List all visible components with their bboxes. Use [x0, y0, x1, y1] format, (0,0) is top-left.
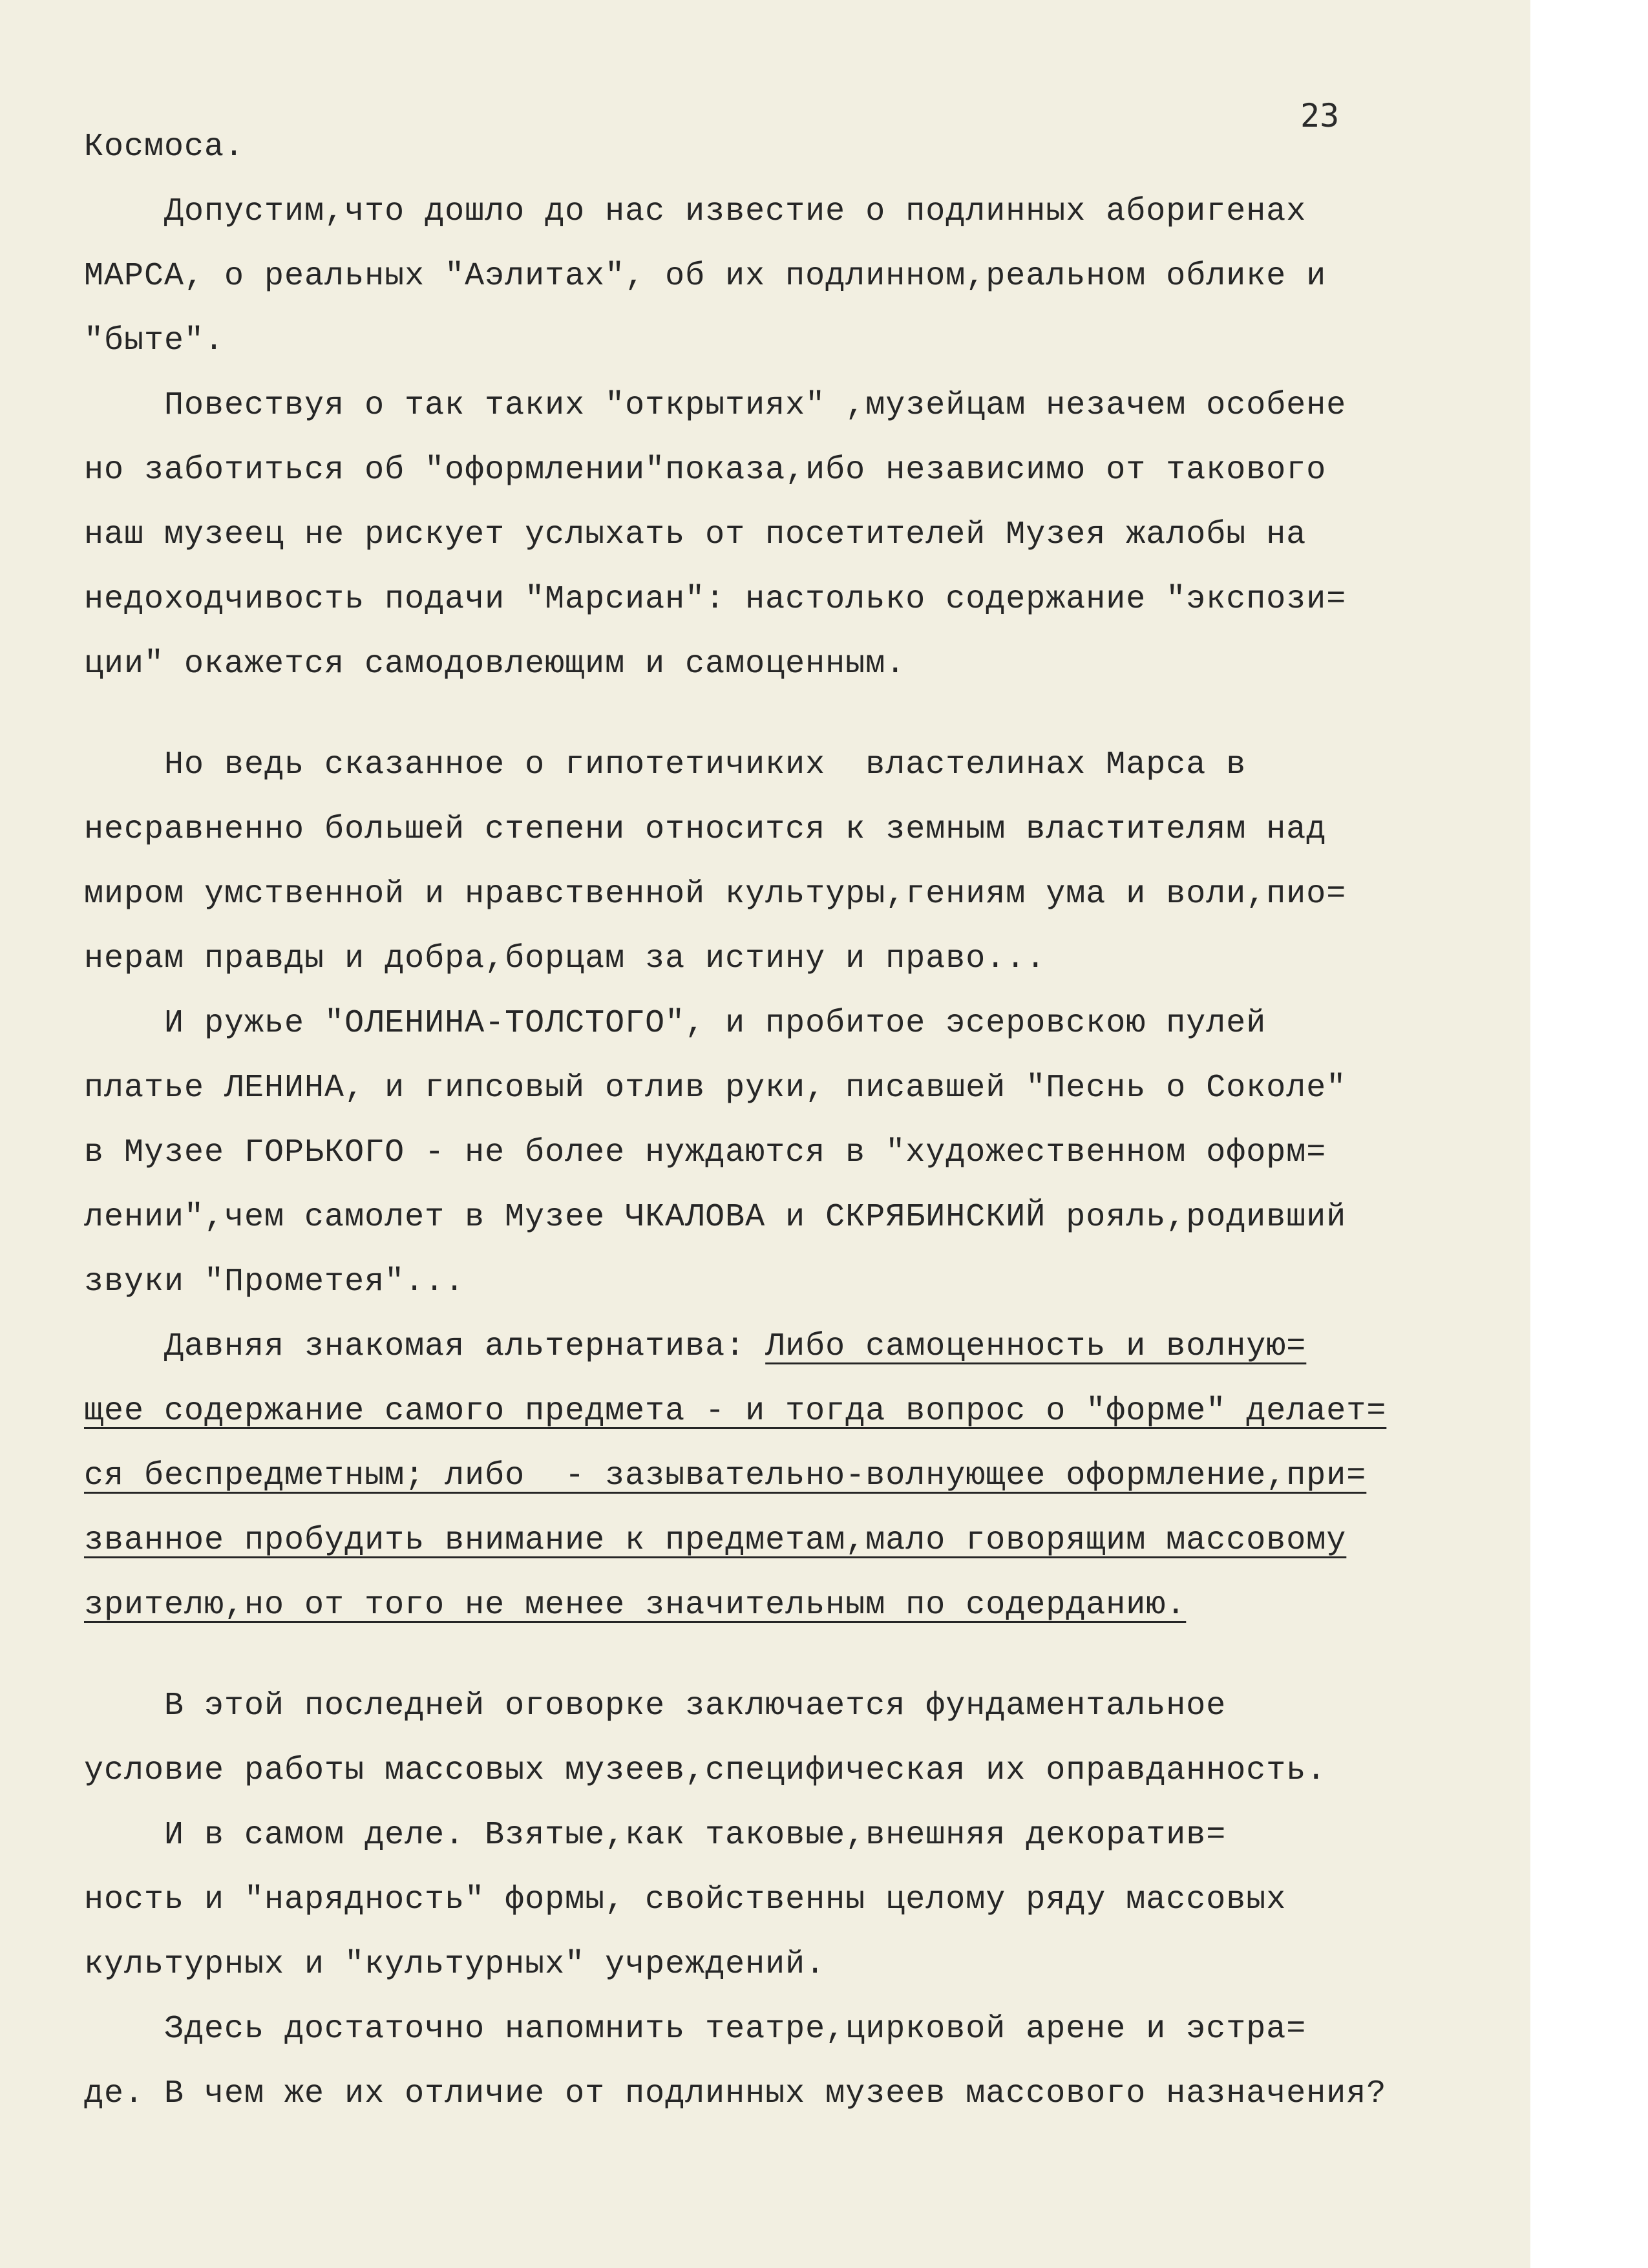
- line-text: в Музее ГОРЬКОГО - не более нуждаются в "художественном оформ=: [84, 1134, 1327, 1171]
- text-line: [84, 1185, 1454, 1250]
- text-line: [84, 1674, 1454, 1739]
- line-text: ность и "нарядность" формы, свойственны целому ряду массовых: [84, 1881, 1287, 1918]
- line-text: несравненно большей степени относится к земным властителям над: [84, 811, 1327, 848]
- scanner-bed-edge: [1530, 0, 1648, 2268]
- text-line: [84, 567, 1454, 632]
- paragraph-gap: [84, 1638, 1454, 1674]
- line-text: Допустим,что дошло до нас известие о подлинных аборигенах: [84, 193, 1307, 230]
- text-line: [84, 862, 1454, 927]
- line-text: платье ЛЕНИНА, и гипсовый отлив руки, писавшей "Песнь о Соколе": [84, 1070, 1347, 1107]
- line-text: И в самом деле. Взятые,как таковые,внешняя декоратив=: [84, 1817, 1227, 1854]
- paragraph-gap: [84, 697, 1454, 733]
- line-text: культурных и "культурных" учреждений.: [84, 1946, 826, 1983]
- line-text: И ружье "ОЛЕНИНА-ТОЛСТОГО", и пробитое эсеровскою пулей: [84, 1005, 1267, 1042]
- line-text: миром умственной и нравственной культуры,гениям ума и воли,пио=: [84, 876, 1347, 913]
- text-line: [84, 927, 1454, 991]
- line-text: условие работы массовых музеев,специфическая их оправданность.: [84, 1752, 1327, 1789]
- line-text: но заботиться об "оформлении"показа,ибо независимо от такового: [84, 452, 1327, 489]
- line-text: МАРСА, о реальных "Аэлитах", об их подлинном,реальном облике и: [84, 258, 1327, 295]
- text-line: [84, 1056, 1454, 1121]
- text-line: [84, 1509, 1454, 1573]
- line-text: нерам правды и добра,борцам за истину и право...: [84, 940, 1046, 977]
- line-text: "быте".: [84, 323, 225, 359]
- text-line: [84, 309, 1454, 374]
- line-text: Здесь достаточно напомнить театре,цирковой арене и эстра=: [84, 2011, 1307, 2048]
- text-line: [84, 1315, 1454, 1379]
- text-line: [84, 1573, 1454, 1638]
- text-line: [84, 632, 1454, 697]
- line-text: Космоса.: [84, 129, 245, 165]
- line-text: звуки "Прометея"...: [84, 1264, 465, 1300]
- text-line: [84, 991, 1454, 1056]
- text-line: [84, 733, 1454, 798]
- line-text: ции" окажется самодовлеющим и самоценным.: [84, 646, 906, 683]
- underlined-text: щее содержание самого предмета - и тогда вопрос о "форме" делает=: [84, 1393, 1387, 1430]
- text-line: [84, 1803, 1454, 1868]
- text-line: [84, 115, 1454, 180]
- text-line: [84, 1933, 1454, 1997]
- text-line: [84, 374, 1454, 438]
- underlined-text: Либо самоценность и волную=: [765, 1328, 1307, 1365]
- text-line: [84, 438, 1454, 503]
- text-line: [84, 1868, 1454, 1933]
- line-text: наш музеец не рискует услыхать от посетителей Музея жалобы на: [84, 516, 1307, 553]
- page-text: [84, 115, 1454, 2126]
- underlined-text: званное пробудить внимание к предметам,мало говорящим массовому: [84, 1522, 1347, 1559]
- text-line: [84, 1997, 1454, 2062]
- text-line: [84, 1379, 1454, 1444]
- text-line: [84, 798, 1454, 862]
- line-text: Повествуя о так таких "открытиях" ,музейцам незачем особене: [84, 387, 1347, 424]
- text-line: [84, 2062, 1454, 2126]
- line-text: Но ведь сказанное о гипотетичиких властелинах Марса в: [84, 747, 1247, 783]
- text-line: [84, 180, 1454, 244]
- line-text: В этой последней оговорке заключается фундаментальное: [84, 1688, 1227, 1724]
- text-line: [84, 1444, 1454, 1509]
- line-text: лении",чем самолет в Музее ЧКАЛОВА и СКРЯБИНСКИЙ рояль,родивший: [84, 1199, 1347, 1236]
- underlined-text: зрителю,но от того не менее значительным по содерданию.: [84, 1587, 1187, 1624]
- text-line: [84, 1739, 1454, 1803]
- underlined-text: ся беспредметным; либо - зазывательно-волнующее оформление,при=: [84, 1457, 1367, 1494]
- text-line: [84, 503, 1454, 567]
- text-line: [84, 244, 1454, 309]
- line-text: Давняя знакомая альтернатива:: [84, 1328, 766, 1365]
- text-line: [84, 1250, 1454, 1315]
- line-text: недоходчивость подачи "Марсиан": настолько содержание "экспози=: [84, 581, 1347, 618]
- page-number: 23: [1300, 97, 1340, 134]
- line-text: де. В чем же их отличие от подлинных музеев массового назначения?: [84, 2075, 1387, 2112]
- text-line: [84, 1121, 1454, 1185]
